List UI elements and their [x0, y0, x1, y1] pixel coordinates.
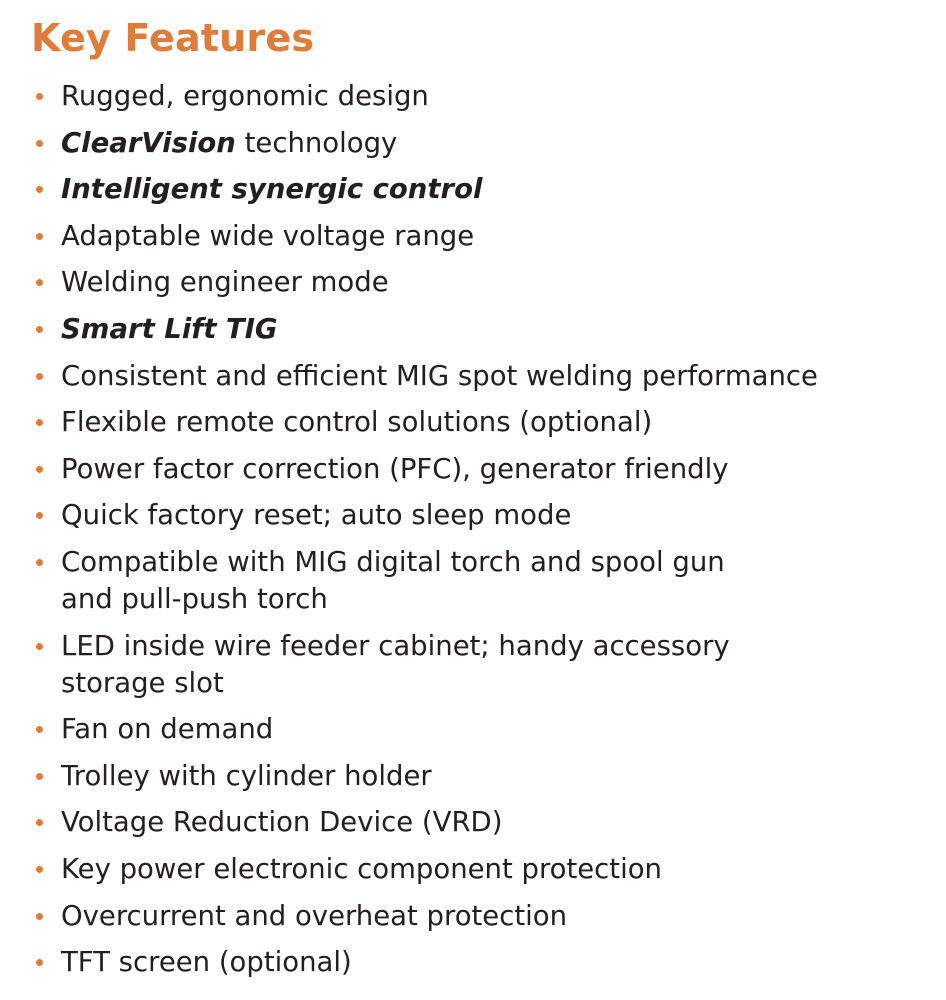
- list-item: [0, 544, 946, 618]
- list-item: [0, 497, 946, 534]
- bullet-icon: [36, 373, 43, 380]
- list-item: [0, 125, 946, 162]
- bullet-icon: [36, 726, 43, 733]
- feature-list: [0, 78, 946, 991]
- page-title: Key Features: [31, 16, 315, 60]
- feature-text-line1: Compatible with MIG digital torch and spool gun: [61, 545, 725, 578]
- feature-text: Overcurrent and overheat protection: [61, 899, 568, 932]
- bullet-icon: [36, 643, 43, 650]
- list-item: [0, 451, 946, 488]
- list-item: [0, 944, 946, 981]
- bullet-icon: [36, 186, 43, 193]
- list-item: [0, 711, 946, 748]
- list-item: [0, 264, 946, 301]
- bullet-icon: [36, 140, 43, 147]
- feature-text-line1: LED inside wire feeder cabinet; handy accessory: [61, 629, 730, 662]
- list-item: [0, 311, 946, 348]
- bullet-icon: [36, 819, 43, 826]
- bullet-icon: [36, 512, 43, 519]
- list-item: [0, 758, 946, 795]
- list-item: [0, 898, 946, 935]
- feature-text-rest: technology: [235, 126, 398, 159]
- feature-emphasis: ClearVision: [61, 126, 236, 159]
- feature-text: Welding engineer mode: [61, 266, 389, 299]
- feature-text: Trolley with cylinder holder: [61, 759, 432, 792]
- bullet-icon: [36, 326, 43, 333]
- feature-text: Intelligent synergic control: [61, 173, 483, 206]
- feature-text: Rugged, ergonomic design: [61, 80, 429, 112]
- feature-text: Voltage Reduction Device (VRD): [61, 806, 503, 839]
- feature-text: TFT screen (optional): [61, 946, 352, 979]
- feature-text: Fan on demand: [61, 713, 274, 746]
- feature-text: Flexible remote control solutions (optional): [61, 406, 653, 439]
- bullet-icon: [36, 866, 43, 873]
- bullet-icon: [36, 773, 43, 780]
- list-item: [0, 804, 946, 841]
- feature-text: Key power electronic component protection: [61, 852, 662, 885]
- bullet-icon: [36, 279, 43, 286]
- list-item: [0, 404, 946, 441]
- bullet-icon: [36, 233, 43, 240]
- bullet-icon: [36, 419, 43, 426]
- list-item: [0, 171, 946, 208]
- feature-text: Power factor correction (PFC), generator friendly: [61, 452, 729, 485]
- bullet-icon: [36, 466, 43, 473]
- feature-text: [61, 125, 946, 162]
- bullet-icon: [36, 93, 43, 100]
- feature-text: Smart Lift TIG: [61, 312, 278, 345]
- list-item: [0, 358, 946, 395]
- bullet-icon: [36, 913, 43, 920]
- bullet-icon: [36, 959, 43, 966]
- feature-text: Consistent and efficient MIG spot welding performance: [61, 359, 818, 392]
- feature-text: Quick factory reset; auto sleep mode: [61, 499, 572, 532]
- list-item: [0, 218, 946, 255]
- feature-text: Adaptable wide voltage range: [61, 219, 475, 252]
- feature-text-line2: storage slot: [61, 666, 224, 699]
- list-item: [0, 851, 946, 888]
- bullet-icon: [36, 559, 43, 566]
- feature-text-line2: and pull-push torch: [61, 582, 328, 615]
- list-item: [0, 78, 946, 115]
- list-item: [0, 628, 946, 702]
